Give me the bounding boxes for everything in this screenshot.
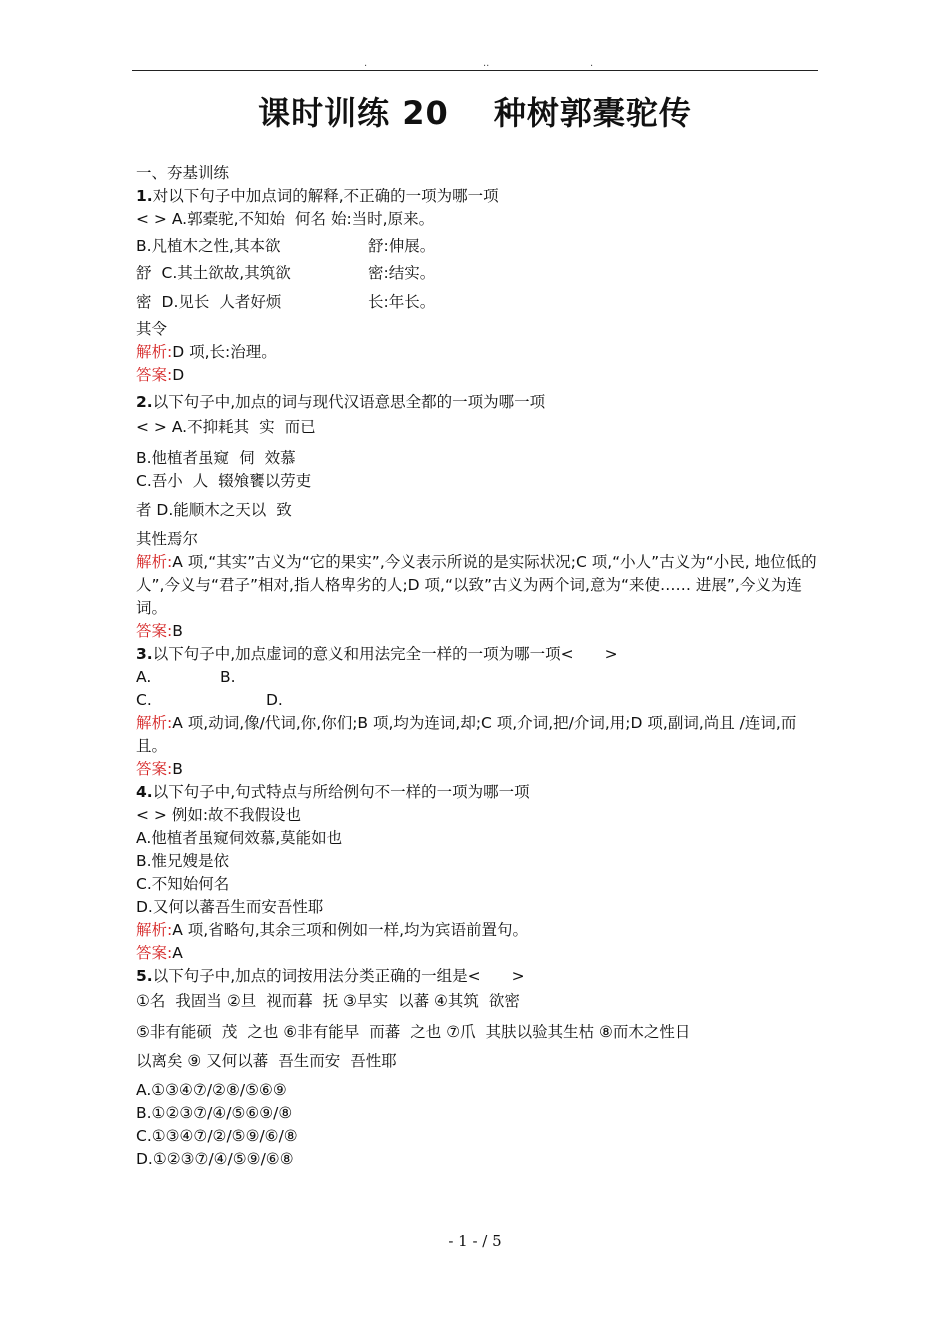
analysis-text: A 项,省略句,其余三项和例如一样,均为宾语前置句。 xyxy=(172,921,529,939)
answer-label: 答案: xyxy=(136,760,173,778)
option-text: B. xyxy=(220,668,236,686)
q1-option-a xyxy=(136,208,820,231)
item-text: 其肤以验其生枯 ⑧而木之性日 xyxy=(485,1023,691,1041)
q4-answer xyxy=(136,942,820,965)
q2-option-a xyxy=(136,416,820,439)
q2-option-b xyxy=(136,447,820,470)
analysis-label: 解析: xyxy=(136,714,173,732)
q5-option-b: B.①②③⑦/④/⑤⑥⑨/⑧ xyxy=(136,1104,293,1122)
q3-options-row-2 xyxy=(136,689,820,712)
item-text: 之也 ⑥非有能早 xyxy=(247,1023,360,1041)
question-text: 以下句子中,加点的词按用法分类正确的一组是< > xyxy=(152,967,525,985)
item-text: 视而暮 xyxy=(266,992,313,1010)
item-text: 之也 ⑦爪 xyxy=(410,1023,476,1041)
item-text: 吾生而安 xyxy=(278,1052,341,1070)
q4-option-c: C.不知始何名 xyxy=(136,875,230,893)
option-text: 人者好烦 xyxy=(219,293,282,311)
q1-tail: 其令 xyxy=(136,320,168,338)
question-4-stem xyxy=(136,781,820,804)
option-text: D. xyxy=(266,691,283,709)
option-text: C. xyxy=(136,691,152,709)
page-title: 课时训练 20 种树郭橐驼传 xyxy=(258,94,692,132)
item-text: ①名 xyxy=(136,992,166,1010)
option-text: 何名 始:当时,原来。 xyxy=(295,210,435,228)
answer-value: B xyxy=(172,622,183,640)
q3-options-row-1 xyxy=(136,666,820,689)
q3-answer xyxy=(136,758,820,781)
option-text: D.见长 xyxy=(161,293,210,311)
option-gloss: 长:年长。 xyxy=(368,293,436,311)
q5-option-d: D.①②③⑦/④/⑤⑨/⑥⑧ xyxy=(136,1150,294,1168)
analysis-label: 解析: xyxy=(136,343,173,361)
option-gloss: 舒:伸展。 xyxy=(368,237,436,255)
q2-analysis xyxy=(136,551,820,620)
q5-option-c: C.①③④⑦/②/⑤⑨/⑥/⑧ xyxy=(136,1127,298,1145)
option-text: < > A.不抑耗其 xyxy=(136,418,250,436)
question-5-stem xyxy=(136,965,820,988)
q2-answer xyxy=(136,620,820,643)
question-text: 以下句子中,加点虚词的意义和用法完全一样的一项为哪一项< > xyxy=(152,645,618,663)
question-text: 以下句子中,加点的词与现代汉语意思全都的一项为哪一项 xyxy=(152,393,546,411)
document-body xyxy=(136,162,820,1171)
question-1-stem xyxy=(136,185,820,208)
item-text: 以离矣 ⑨ 又何以蕃 xyxy=(136,1052,269,1070)
option-text: < > A.郭橐驼,不知始 xyxy=(136,210,286,228)
q4-example: < > 例如:故不我假设也 xyxy=(136,806,302,824)
analysis-text: A 项,“其实”古义为“它的果实”,今义表示所说的是实际状况;C 项,“小人”古义为“小民, 地位低的人”,今义与“君子”相对,指人格卑劣的人;D 项,“以致”古义为两个词,意为“来使…… 进展”,今义为连词。 xyxy=(136,553,817,617)
option-text: 伺 xyxy=(239,449,255,467)
analysis-label: 解析: xyxy=(136,553,173,571)
option-text: 效慕 xyxy=(264,449,296,467)
answer-value: D xyxy=(172,366,185,384)
option-text: C.其土欲故,其筑欲 xyxy=(161,264,291,282)
q4-option-a: A.他植者虽窥伺效慕,莫能如也 xyxy=(136,829,343,847)
answer-label: 答案: xyxy=(136,366,173,384)
answer-value: B xyxy=(172,760,183,778)
option-text: 密 xyxy=(136,293,152,311)
q4-analysis xyxy=(136,919,820,942)
option-text: 实 xyxy=(259,418,275,436)
analysis-label: 解析: xyxy=(136,921,173,939)
page-number: - 1 - / 5 xyxy=(448,1232,502,1250)
option-text: A. xyxy=(136,668,152,686)
q5-items-line-1 xyxy=(136,990,820,1013)
option-text: 致 xyxy=(276,501,292,519)
option-text: 而已 xyxy=(284,418,316,436)
option-text: 人 xyxy=(192,472,209,490)
analysis-text: A 项,动词,像/代词,你,你们;B 项,均为连词,却;C 项,介词,把/介词,用;D 项,副词,尚且 /连词,而且。 xyxy=(136,714,797,755)
q5-option-a: A.①③④⑦/②⑧/⑤⑥⑨ xyxy=(136,1081,287,1099)
question-number: 5. xyxy=(136,967,153,985)
header-rule xyxy=(132,70,818,71)
item-text: 我固当 ②旦 xyxy=(175,992,257,1010)
item-text: 茂 xyxy=(221,1023,238,1041)
option-text: 舒 xyxy=(136,264,152,282)
question-2-stem xyxy=(136,391,820,414)
header-mark-2: .. xyxy=(483,58,490,69)
q3-analysis xyxy=(136,712,820,758)
question-number: 2. xyxy=(136,393,153,411)
q4-option-b: B.惟兄嫂是依 xyxy=(136,852,230,870)
option-text: C.吾小 xyxy=(136,472,183,490)
question-number: 4. xyxy=(136,783,153,801)
item-text: 欲密 xyxy=(488,992,520,1010)
answer-label: 答案: xyxy=(136,944,173,962)
item-text: 吾性耶 xyxy=(350,1052,397,1070)
answer-label: 答案: xyxy=(136,622,173,640)
header-mark-3: . xyxy=(590,58,594,69)
question-3-stem xyxy=(136,643,820,666)
question-number: 3. xyxy=(136,645,153,663)
q1-option-c xyxy=(136,262,820,285)
option-text: 者 D.能顺木之天以 xyxy=(136,501,267,519)
q4-option-d: D.又何以蕃吾生而安吾性耶 xyxy=(136,898,324,916)
option-text: B.他植者虽窥 xyxy=(136,449,230,467)
option-text: 辍飧饔以劳吏 xyxy=(218,472,312,490)
item-text: 抚 ③早实 xyxy=(322,992,389,1010)
q2-option-d xyxy=(136,499,820,522)
q1-analysis xyxy=(136,341,820,364)
q1-answer xyxy=(136,364,820,387)
q2-tail: 其性焉尔 xyxy=(136,530,199,548)
header-mark-1: . xyxy=(364,58,368,69)
item-text: ⑤非有能硕 xyxy=(136,1023,212,1041)
analysis-text: D 项,长:治理。 xyxy=(172,343,277,361)
option-gloss: 密:结实。 xyxy=(368,264,436,282)
q2-option-c xyxy=(136,470,820,493)
q5-items-line-3 xyxy=(136,1050,820,1073)
q1-option-b xyxy=(136,235,820,258)
question-text: 对以下句子中加点词的解释,不正确的一项为哪一项 xyxy=(152,187,499,205)
question-text: 以下句子中,句式特点与所给例句不一样的一项为哪一项 xyxy=(152,783,530,801)
item-text: 而蕃 xyxy=(369,1023,401,1041)
question-number: 1. xyxy=(136,187,153,205)
item-text: 以蕃 ④其筑 xyxy=(398,992,479,1010)
option-text: B.凡植木之性,其本欲 xyxy=(136,237,281,255)
q1-option-d xyxy=(136,291,820,314)
q5-items-line-2 xyxy=(136,1021,820,1044)
section-heading: 一、夯基训练 xyxy=(136,164,230,182)
answer-value: A xyxy=(172,944,183,962)
